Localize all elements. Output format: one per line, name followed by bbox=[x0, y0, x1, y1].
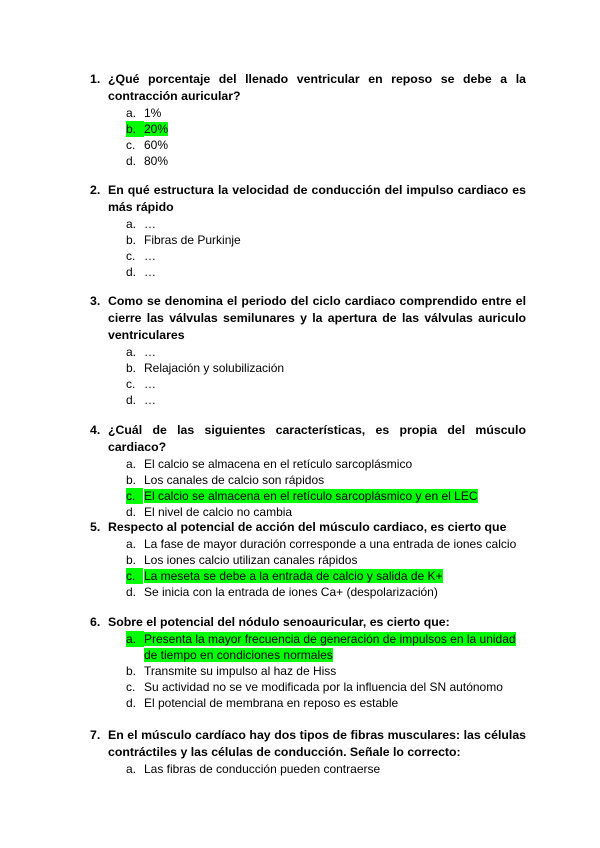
option-letter: d. bbox=[126, 585, 137, 599]
question-text: ¿Cuál de las siguientes características, es propia del músculo cardiaco? bbox=[108, 423, 526, 454]
option-a bbox=[0, 761, 600, 777]
option-letter: a. bbox=[126, 106, 137, 120]
option-letter: d. bbox=[126, 265, 137, 279]
option-letter: a. bbox=[126, 537, 137, 551]
option-letter: c. bbox=[126, 377, 136, 391]
option-text: La meseta se debe a la entrada de calcio y salida de K+ bbox=[144, 569, 443, 583]
question-7 bbox=[0, 727, 600, 777]
option-list bbox=[0, 536, 600, 600]
option-text: … bbox=[144, 345, 156, 359]
question-number: 1. bbox=[90, 72, 101, 86]
option-text: … bbox=[144, 377, 156, 391]
option-c bbox=[0, 679, 600, 695]
option-letter: c. bbox=[126, 680, 136, 694]
option-a bbox=[0, 344, 600, 360]
option-text: 80% bbox=[144, 154, 169, 168]
question-text: En qué estructura la velocidad de conducción del impulso cardiaco es más rápido bbox=[108, 183, 526, 214]
option-list bbox=[0, 631, 600, 711]
option-letter: b. bbox=[126, 361, 137, 375]
option-text: … bbox=[144, 217, 156, 231]
option-b bbox=[0, 360, 600, 376]
option-letter: c. bbox=[126, 249, 136, 263]
option-text: La fase de mayor duración corresponde a una entrada de iones calcio bbox=[144, 537, 517, 551]
question-5 bbox=[0, 519, 600, 600]
option-c bbox=[0, 488, 600, 504]
option-d bbox=[0, 392, 600, 408]
question-text: Como se denomina el periodo del ciclo cardiaco comprendido entre el cierre las válvulas semilunares y la apertura de las válvulas auriculo ventriculares bbox=[108, 294, 526, 342]
option-d bbox=[0, 264, 600, 280]
question-number: 7. bbox=[90, 728, 101, 742]
option-b bbox=[0, 472, 600, 488]
option-a bbox=[0, 536, 600, 552]
option-d bbox=[0, 153, 600, 169]
option-d bbox=[0, 584, 600, 600]
option-text: El potencial de membrana en reposo es estable bbox=[144, 696, 399, 710]
option-list bbox=[0, 105, 600, 169]
option-c bbox=[0, 568, 600, 584]
option-letter: b. bbox=[126, 121, 144, 137]
question-text: ¿Qué porcentaje del llenado ventricular en reposo se debe a la contracción auricular? bbox=[108, 72, 526, 103]
option-c bbox=[0, 376, 600, 392]
option-a bbox=[0, 631, 600, 663]
option-letter: c. bbox=[126, 568, 143, 584]
option-text: Transmite su impulso al haz de Hiss bbox=[144, 664, 337, 678]
option-text: Presenta la mayor frecuencia de generación de impulsos en la unidad de tiempo en condiciones normales bbox=[144, 632, 516, 662]
question-1 bbox=[0, 71, 600, 169]
option-letter: d. bbox=[126, 505, 137, 519]
question-number: 6. bbox=[90, 615, 101, 629]
option-c bbox=[0, 248, 600, 264]
option-text: Se inicia con la entrada de iones Ca+ (despolarización) bbox=[144, 585, 438, 599]
option-a bbox=[0, 456, 600, 472]
option-b bbox=[0, 121, 600, 137]
question-text: Respecto al potencial de acción del músculo cardiaco, es cierto que bbox=[108, 520, 507, 534]
question-6 bbox=[0, 614, 600, 711]
option-text: Fibras de Purkinje bbox=[144, 233, 241, 247]
option-letter: c. bbox=[126, 488, 143, 504]
option-text: Los iones calcio utilizan canales rápidos bbox=[144, 553, 358, 567]
option-c bbox=[0, 137, 600, 153]
option-text: 60% bbox=[144, 138, 169, 152]
option-b bbox=[0, 663, 600, 679]
question-text: En el músculo cardíaco hay dos tipos de fibras musculares: las células contráctiles y las células de conducción. Señale lo correcto: bbox=[108, 728, 526, 759]
option-list bbox=[0, 216, 600, 280]
option-letter: d. bbox=[126, 393, 137, 407]
option-letter: b. bbox=[126, 553, 137, 567]
question-4 bbox=[0, 422, 600, 520]
option-list bbox=[0, 761, 600, 777]
option-list bbox=[0, 344, 600, 408]
option-text: Las fibras de conducción pueden contraerse bbox=[144, 762, 381, 776]
option-text: Los canales de calcio son rápidos bbox=[144, 473, 325, 487]
option-letter: b. bbox=[126, 233, 137, 247]
option-text: El nivel de calcio no cambia bbox=[144, 505, 293, 519]
option-letter: b. bbox=[126, 473, 137, 487]
option-text: 20% bbox=[144, 122, 169, 136]
option-letter: a. bbox=[126, 345, 137, 359]
option-letter: d. bbox=[126, 696, 137, 710]
option-text: El calcio se almacena en el retículo sarcoplásmico y en el LEC bbox=[144, 489, 478, 503]
question-number: 4. bbox=[90, 423, 101, 437]
question-number: 3. bbox=[90, 294, 101, 308]
option-letter: a. bbox=[126, 217, 137, 231]
option-d bbox=[0, 695, 600, 711]
option-list bbox=[0, 456, 600, 520]
question-number: 2. bbox=[90, 183, 101, 197]
option-d bbox=[0, 504, 600, 520]
question-2 bbox=[0, 182, 600, 280]
option-b bbox=[0, 552, 600, 568]
option-letter: d. bbox=[126, 154, 137, 168]
option-a bbox=[0, 105, 600, 121]
option-letter: a. bbox=[126, 457, 137, 471]
question-3 bbox=[0, 293, 600, 408]
option-text: Su actividad no se ve modificada por la influencia del SN autónomo bbox=[144, 680, 503, 694]
option-letter: b. bbox=[126, 664, 137, 678]
option-b bbox=[0, 232, 600, 248]
option-letter: a. bbox=[126, 631, 144, 647]
question-text: Sobre el potencial del nódulo senoauricular, es cierto que: bbox=[108, 615, 450, 629]
option-a bbox=[0, 216, 600, 232]
option-text: … bbox=[144, 393, 156, 407]
option-letter: c. bbox=[126, 138, 136, 152]
question-number: 5. bbox=[90, 520, 101, 534]
option-text: … bbox=[144, 249, 156, 263]
option-text: 1% bbox=[144, 106, 162, 120]
option-text: El calcio se almacena en el retículo sarcoplásmico bbox=[144, 457, 413, 471]
option-text: Relajación y solubilización bbox=[144, 361, 285, 375]
option-letter: a. bbox=[126, 762, 137, 776]
option-text: … bbox=[144, 265, 156, 279]
